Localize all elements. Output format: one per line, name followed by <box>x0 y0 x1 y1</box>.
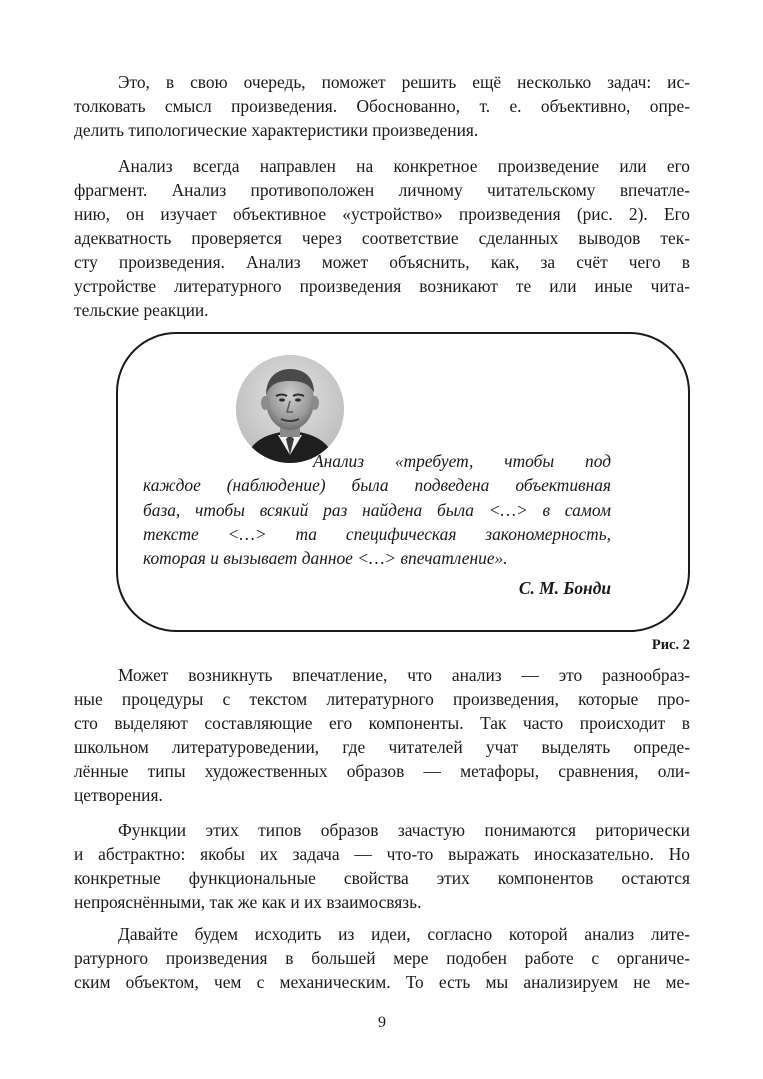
text-line: непрояснёнными, так же как и их взаимосвязь. <box>74 892 422 912</box>
text-line: ные процедуры с текстом литературного произведения, которые про- <box>74 689 690 709</box>
paragraph-3 <box>74 663 690 807</box>
paragraph-4 <box>74 818 690 914</box>
text-line: сту произведения. Анализ может объяснить, как, за счёт чего в <box>74 252 690 272</box>
text-line: устройстве литературного произведения возникают те или иные чита- <box>74 276 690 296</box>
quote-text <box>143 449 611 570</box>
portrait-image <box>236 355 344 463</box>
portrait-icon <box>236 355 344 463</box>
text-line: Это, в свою очередь, поможет решить ещё несколько задач: ис- <box>118 72 690 92</box>
quote-line: база, чтобы всякий раз найдена была <…> в самом <box>143 499 611 520</box>
text-line: конкретные функциональные свойства этих компонентов остаются <box>74 868 690 888</box>
text-line: ским объектом, чем с механическим. То есть мы анализируем не ме- <box>74 972 690 992</box>
page-number: 9 <box>378 1014 386 1031</box>
text-line: лённые типы художественных образов — метафоры, сравнения, оли- <box>74 761 690 781</box>
text-line: школьном литературоведении, где читателей учат выделять опреде- <box>74 737 690 757</box>
text-line: адекватность проверяется через соответствие сделанных выводов тек- <box>74 228 690 248</box>
quote-author: С. М. Бонди <box>518 578 611 598</box>
quote-line: которая и вызывает данное <…> впечатление». <box>143 548 508 569</box>
text-line: и абстрактно: якобы их задача — что-то выражать иносказательно. Но <box>74 844 690 864</box>
text-line: делить типологические характеристики произведения. <box>74 120 479 140</box>
text-line: Анализ всегда направлен на конкретное произведение или его <box>118 156 690 176</box>
figure-2-box <box>116 332 690 632</box>
paragraph-5 <box>74 922 690 994</box>
text-line: Функции этих типов образов зачастую понимаются риторически <box>118 820 690 840</box>
quote-line: каждое (наблюдение) была подведена объективная <box>143 475 611 496</box>
figure-caption: Рис. 2 <box>651 637 690 653</box>
text-line: фрагмент. Анализ противоположен личному читательскому впечатле- <box>74 180 690 200</box>
text-line: сто выделяют составляющие его компоненты. Так часто происходит в <box>74 713 690 733</box>
text-line: Давайте будем исходить из идеи, согласно которой анализ лите- <box>118 924 690 944</box>
text-line: цетворения. <box>74 785 163 805</box>
text-line: ратурного произведения в большей мере подобен работе с органиче- <box>74 948 690 968</box>
text-line: нию, он изучает объективное «устройство» произведения (рис. 2). Его <box>74 204 690 224</box>
book-page <box>74 0 690 1079</box>
quote-line: Анализ «требует, чтобы под <box>313 451 611 471</box>
paragraph-2 <box>74 154 690 322</box>
text-line: Может возникнуть впечатление, что анализ — это разнообраз- <box>118 665 690 685</box>
quote-line: тексте <…> та специфическая закономерность, <box>143 523 611 544</box>
text-line: толковать смысл произведения. Обоснованно, т. е. объективно, опре- <box>74 96 690 116</box>
paragraph-1 <box>74 70 690 142</box>
text-line: тельские реакции. <box>74 300 209 320</box>
